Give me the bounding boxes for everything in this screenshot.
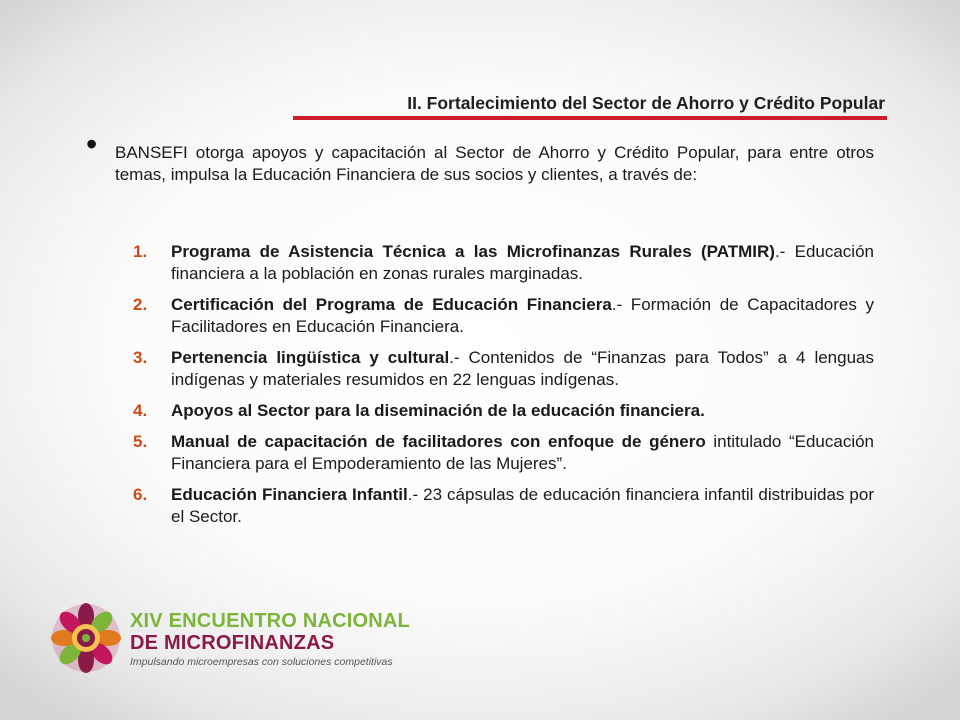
list-item [133,347,874,391]
list-item [133,431,874,475]
item-description: .- Educación financiera a la población en zonas rurales marginadas. [171,242,874,283]
slide-title: II. Fortalecimiento del Sector de Ahorro y Crédito Popular [407,93,885,113]
program-list [133,241,874,537]
title-underline [293,116,887,120]
item-title: Apoyos al Sector para la diseminación de la educación financiera. [171,401,705,420]
list-item [133,484,874,528]
item-title: Manual de capacitación de facilitadores con enfoque de género [171,432,706,451]
item-description: .- Formación de Capacitadores y Facilitadores en Educación Financiera. [171,295,874,336]
item-title: Programa de Asistencia Técnica a las Microfinanzas Rurales (PATMIR) [171,242,775,261]
item-number: 4. [133,401,148,420]
mandala-emblem-icon [50,602,122,674]
item-description: .- 23 cápsulas de educación financiera infantil distribuidas por el Sector. [171,485,874,526]
logo-tagline: Impulsando microempresas con soluciones competitivas [130,656,393,668]
item-number: 2. [133,295,148,314]
item-title: Educación Financiera Infantil [171,485,408,504]
bullet-icon: • [86,126,98,162]
logo-title-line2: DE MICROFINANZAS [130,632,335,654]
item-number: 6. [133,485,148,504]
item-description: intitulado “Educación Financiera para el Empoderamiento de las Mujeres”. [171,432,874,473]
logo-title-line1: XIV ENCUENTRO NACIONAL [130,610,410,632]
item-title: Pertenencia lingüística y cultural [171,348,450,367]
list-item [133,241,874,285]
item-title: Certificación del Programa de Educación Financiera [171,295,612,314]
item-number: 5. [133,432,148,451]
item-description: .- Contenidos de “Finanzas para Todos” a 4 lenguas indígenas y materiales resumidos en 22 lenguas indígenas. [171,348,874,389]
item-number: 1. [133,242,148,261]
event-logo [50,602,410,672]
intro-paragraph: BANSEFI otorga apoyos y capacitación al Sector de Ahorro y Crédito Popular, para entre otros temas, impulsa la Educación Financiera de sus socios y clientes, a través de: [115,143,874,184]
list-item [133,400,874,422]
item-number: 3. [133,348,148,367]
list-item [133,294,874,338]
